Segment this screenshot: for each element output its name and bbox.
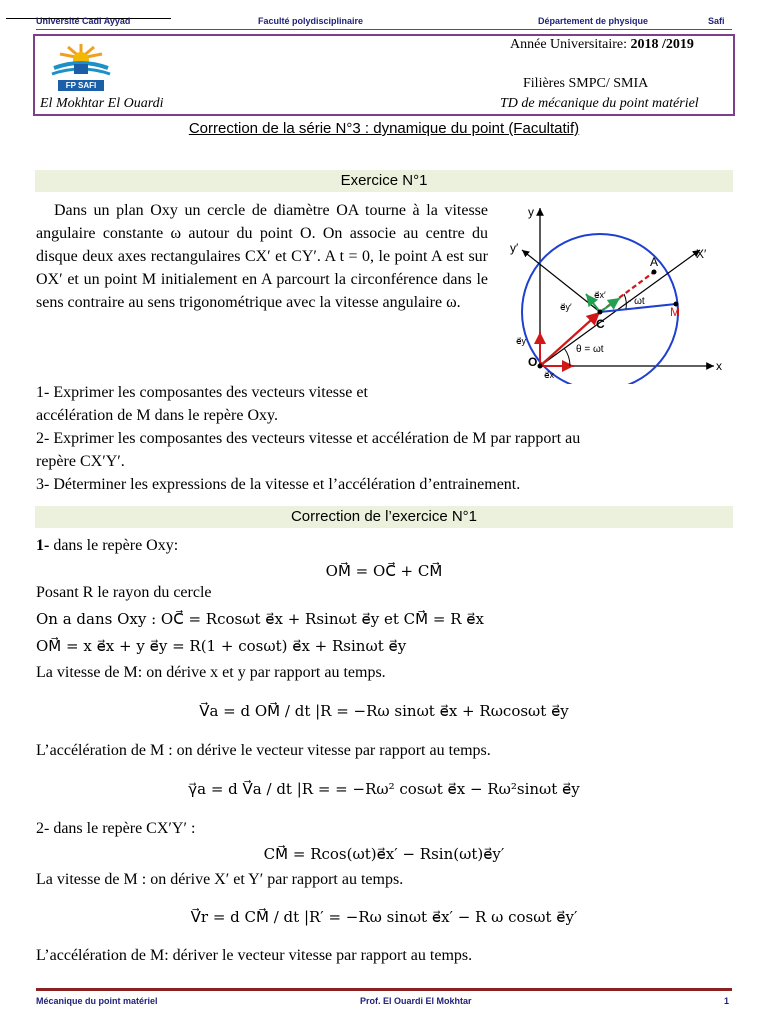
question-1a: 1- Exprimer les composantes des vecteurs vitesse et <box>36 384 368 401</box>
streams: Filières SMPC/ SMIA <box>523 76 649 91</box>
label-m: M <box>670 305 680 319</box>
part1-number: 1- <box>36 537 50 554</box>
geometry-diagram <box>504 198 736 384</box>
footer-rule <box>36 988 732 991</box>
speed-intro: La vitesse de M: on dérive x et y par rapport au temps. <box>36 664 386 681</box>
exercise-statement: Dans un plan Oxy un cercle de diamètre OA tourne à la vitesse angulaire constante ω autour du point O. On associe au centre du disque deux axes rectangulaires CX′ et CY′. A t = 0, le point A est sur OX′ et un point M initialement en A parcourt la circonférence dans le sens contraire au sens trigonométrique avec la vitesse angulaire ω. <box>36 202 488 311</box>
label-eyp: e⃗y′ <box>560 302 572 312</box>
academic-year <box>510 37 694 53</box>
footer-professor: Prof. El Ouardi El Mokhtar <box>360 996 472 1006</box>
label-ey: e⃗y <box>516 336 527 346</box>
footer-course: Mécanique du point matériel <box>36 996 158 1006</box>
correction-part2: 2- dans le repère CX′Y′ : <box>36 820 196 837</box>
logo-caption: FP SAFI <box>58 80 104 91</box>
equation-om: OM⃗ = OC⃗ + CM⃗ <box>325 562 443 580</box>
rotating-circle-figure <box>504 198 736 384</box>
label-c: C <box>596 317 605 331</box>
vector-oc <box>540 312 600 366</box>
top-header-bar <box>36 16 732 30</box>
label-o: O <box>528 355 538 369</box>
logo <box>44 38 118 92</box>
label-exp: e⃗x′ <box>594 290 606 300</box>
academic-year-label: Année Universitaire: <box>510 37 628 52</box>
label-a: A <box>650 255 659 269</box>
top-red-rule <box>36 29 732 30</box>
correction-part1 <box>36 537 178 555</box>
acceleration-intro-2: L’accélération de M: dériver le vecteur vitesse par rapport au temps. <box>36 947 473 964</box>
question-1b: accélération de M dans le repère Oxy. <box>36 407 278 424</box>
question-3: 3- Déterminer les expressions de la vitesse et l’accélération d’entrainement. <box>36 476 521 493</box>
label-wt: - ωt <box>628 296 645 307</box>
equation-velocity-absolute: V⃗a = d OM⃗ / dt |R = −Rω sinωt e⃗x + Rωcosωt e⃗y <box>199 702 569 720</box>
city-name: Safi <box>708 16 725 26</box>
equation-acceleration-absolute: γ⃗a = d V⃗a / dt |R = = −Rω² cosωt e⃗x − Rω²sinωt e⃗y <box>188 780 580 798</box>
course-name: TD de mécanique du point matériel <box>500 96 699 111</box>
university-name: Université Cadi Ayyad <box>36 16 131 26</box>
page-number: 1 <box>724 996 730 1006</box>
academic-year-value: 2018 /2019 <box>630 37 694 52</box>
faculty-name: Faculté polydisciplinaire <box>258 16 364 26</box>
correction-heading: Correction de l’exercice N°1 <box>35 506 733 528</box>
exercise-heading: Exercice N°1 <box>35 170 733 192</box>
page-title: Correction de la série N°3 : dynamique du point (Facultatif) <box>188 120 580 137</box>
label-xp: X′ <box>696 247 707 261</box>
equation-oc-cm: On a dans Oxy : OC⃗ = Rcosωt e⃗x + Rsinωt e⃗y et CM⃗ = R e⃗x <box>36 610 484 628</box>
label-theta: θ = ωt <box>576 344 604 355</box>
acceleration-intro: L’accélération de M : on dérive le vecteur vitesse par rapport au temps. <box>36 742 491 759</box>
label-yp: y′ <box>510 241 519 255</box>
radius-definition: Posant R le rayon du cercle <box>36 584 212 601</box>
department-name: Département de physique <box>538 16 649 26</box>
author-name: El Mokhtar El Ouardi <box>40 96 164 111</box>
question-2a: 2- Exprimer les composantes des vecteurs vitesse et accélération de M par rapport au <box>36 430 581 447</box>
equation-velocity-relative: V⃗r = d CM⃗ / dt |R′ = −Rω sinωt e⃗x′ − R ω cosωt e⃗y′ <box>190 908 578 926</box>
angle-theta-arc <box>564 348 570 366</box>
speed-intro-2: La vitesse de M : on dérive X′ et Y′ par rapport au temps. <box>36 871 404 888</box>
angle-wt-arc <box>624 294 626 309</box>
label-x: x <box>716 359 722 373</box>
equation-om-full: OM⃗ = x e⃗x + y e⃗y = R(1 + cosωt) e⃗x + Rsinωt e⃗y <box>36 637 407 655</box>
label-ex: e⃗x <box>544 370 555 380</box>
part1-text: dans le repère Oxy: <box>49 537 179 554</box>
label-y: y <box>528 205 534 219</box>
equation-cm-rotating: CM⃗ = Rcos(ωt)e⃗x′ − Rsin(ωt)e⃗y′ <box>263 845 505 863</box>
question-2b: repère CX′Y′. <box>36 453 125 470</box>
